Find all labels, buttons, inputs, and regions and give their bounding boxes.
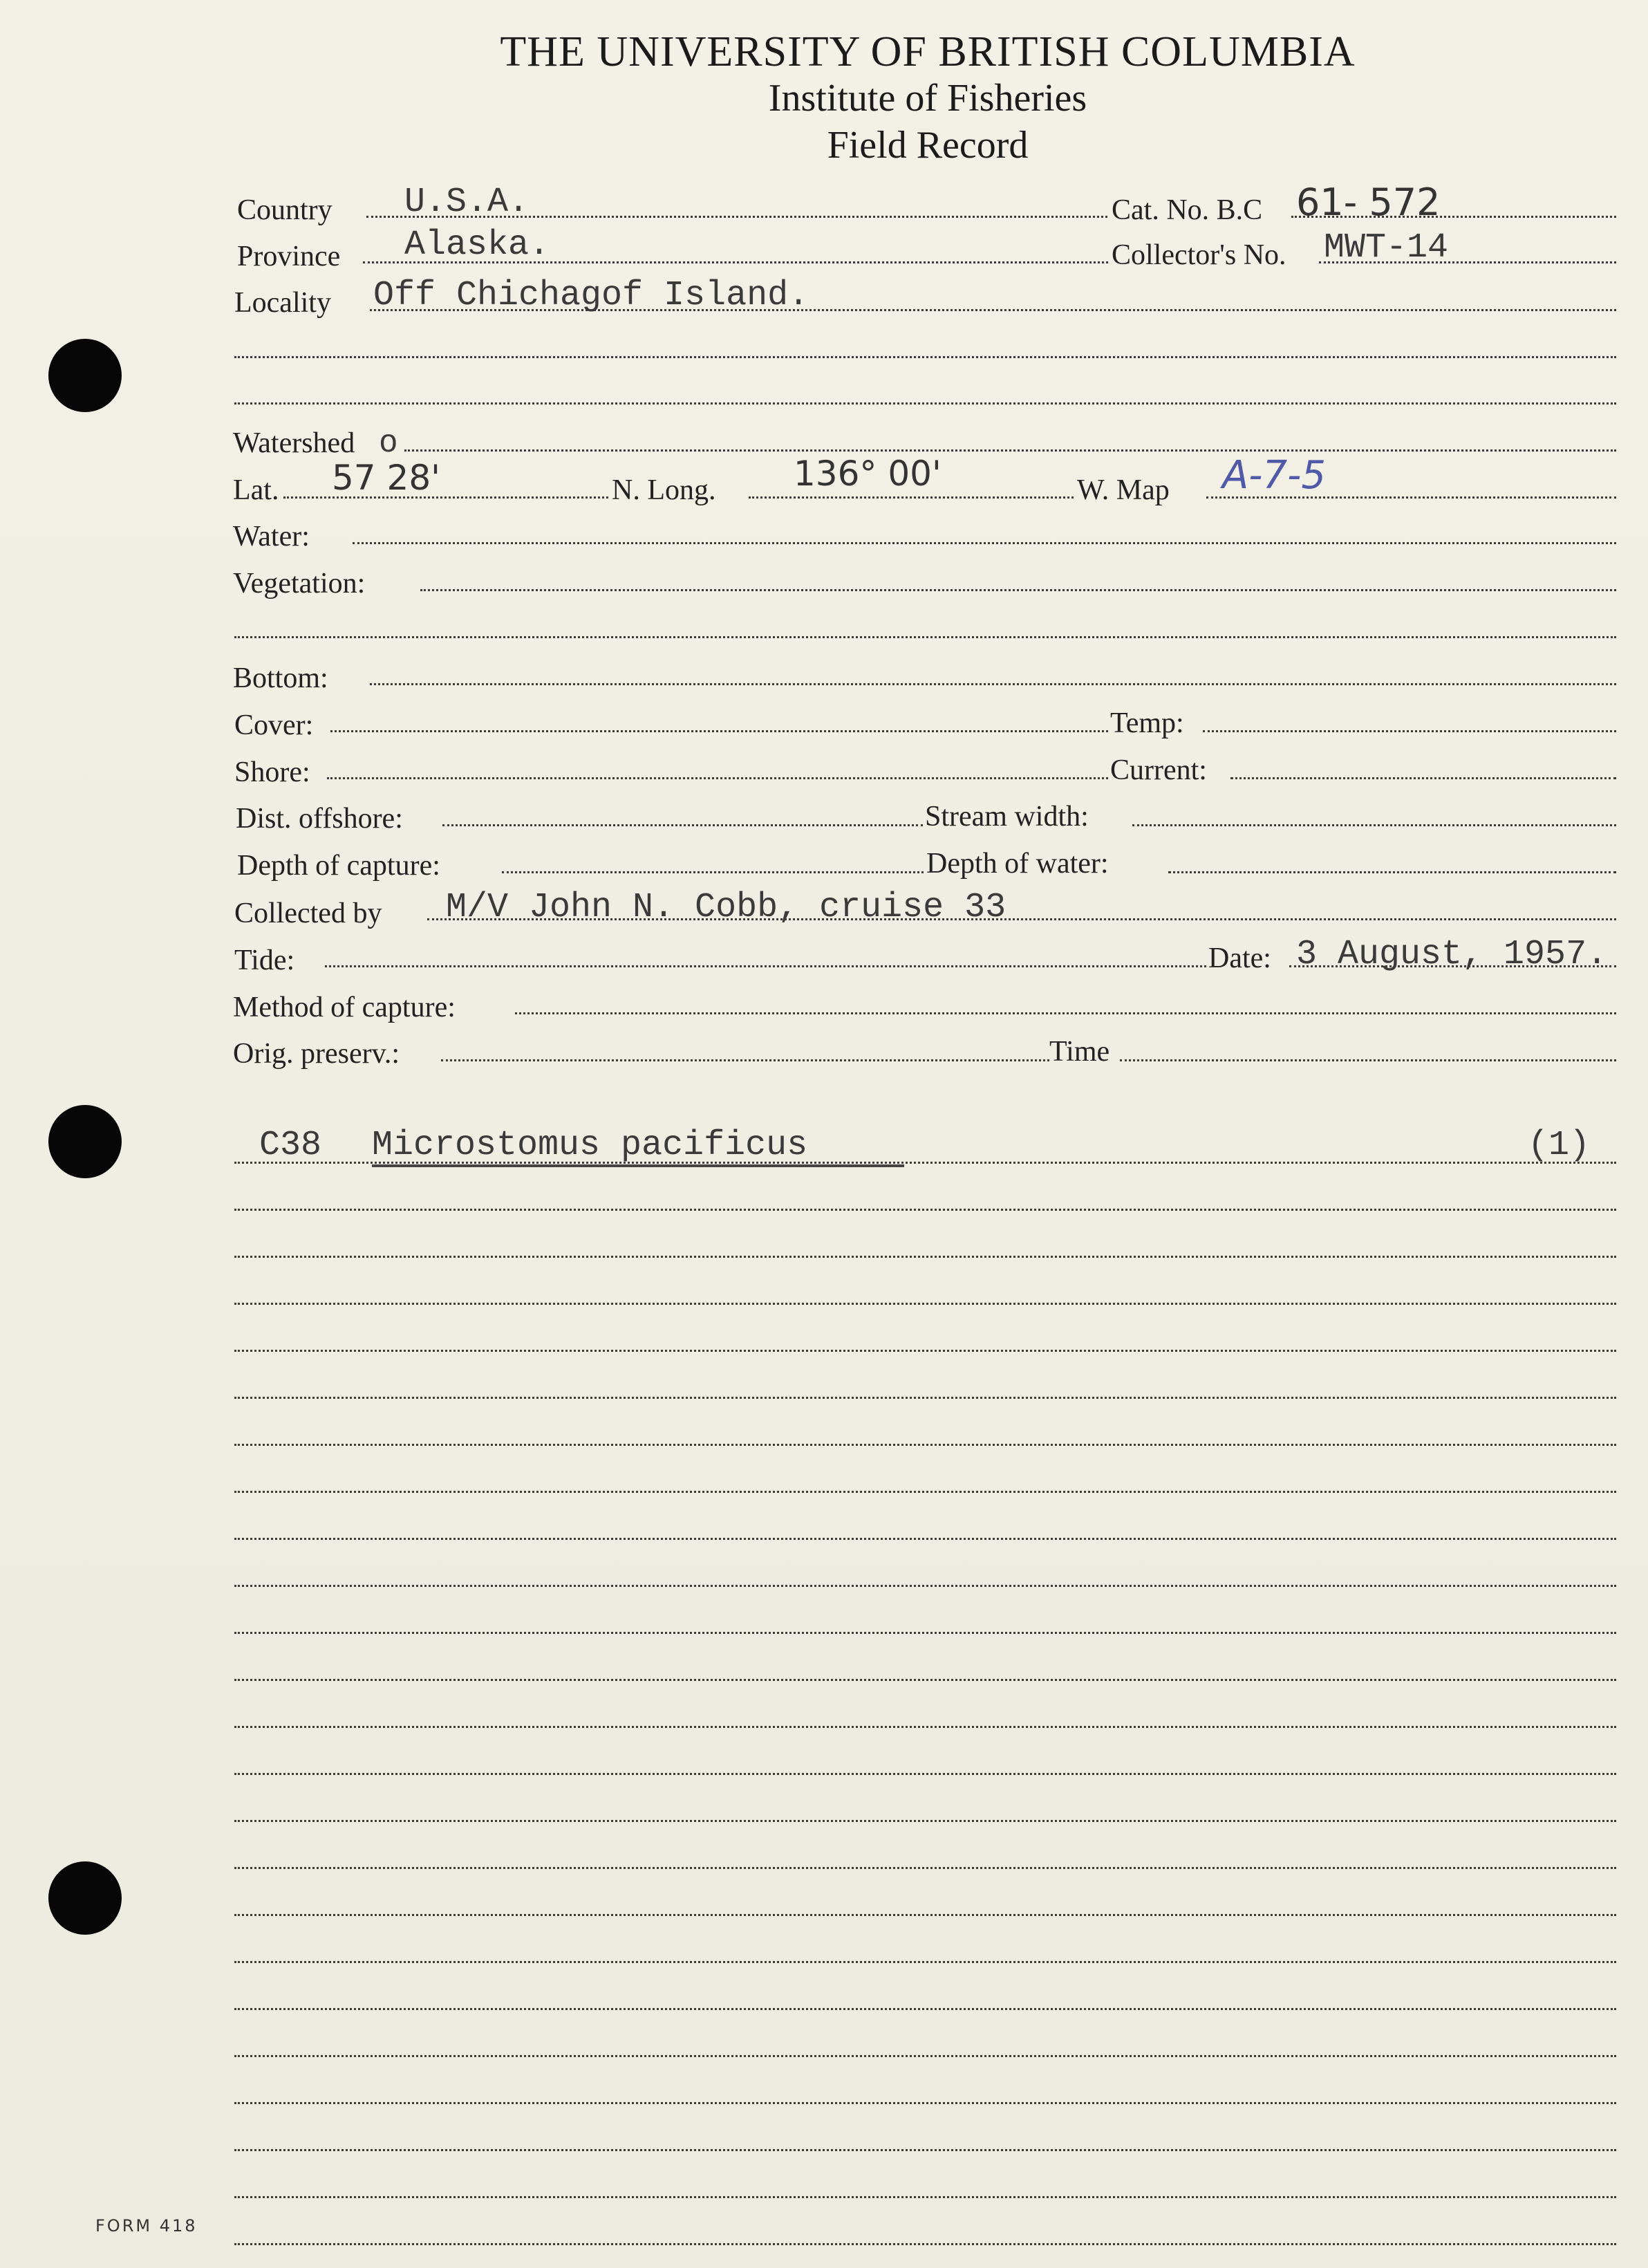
ruled-line [234,1303,1616,1305]
form-number: FORM 418 [95,2216,198,2236]
ruled-line [234,1632,1616,1634]
collected-by-label: Collected by [234,898,382,929]
ruled-line [234,1773,1616,1775]
cover-label: Cover: [234,709,314,741]
ruled-line [234,2243,1616,2245]
shore-label: Shore: [234,756,310,788]
ruled-line [234,1444,1616,1446]
punch-hole [48,1105,122,1178]
vegetation-label: Vegetation: [233,568,366,599]
ruled-line [234,1209,1616,1211]
cat-no-label: Cat. No. B.C [1112,194,1263,226]
vegetation-line [420,589,1616,591]
depth-water-line [1168,871,1616,873]
stream-width-line [1132,824,1616,826]
watershed-line [404,449,1616,452]
shore-line [327,777,1108,779]
ruled-line [234,1820,1616,1822]
ruled-line [234,1538,1616,1540]
water-label: Water: [233,521,310,552]
specimen-name: Microstomus pacificus [372,1128,904,1167]
watershed-value: o [379,425,398,461]
collected-by-value: M/V John N. Cobb, cruise 33 [446,888,1006,927]
tide-line [325,965,1206,967]
lat-label: Lat. [233,474,279,506]
bottom-label: Bottom: [233,662,328,694]
bottom-line [370,683,1616,685]
map-label: W. Map [1077,474,1170,506]
ruled-line [234,1679,1616,1681]
record-title: Field Record [827,124,1029,167]
temp-label: Temp: [1110,707,1184,739]
specimen-count: (1) [1528,1126,1591,1165]
collectors-no-label: Collector's No. [1112,239,1286,271]
depth-capture-line [502,871,924,873]
ruled-line [234,2149,1616,2151]
institute-title: Institute of Fisheries [768,77,1087,120]
temp-line [1203,730,1616,732]
ruled-line [234,1867,1616,1869]
current-line [1230,777,1616,779]
vegetation-line-2 [234,636,1616,638]
ruled-line [234,2008,1616,2010]
time-label: Time [1049,1036,1110,1068]
long-label: N. Long. [612,474,716,506]
orig-preserv-label: Orig. preserv.: [233,1038,400,1070]
cover-line [330,730,1108,732]
date-value: 3 August, 1957. [1296,935,1608,974]
water-line [353,542,1616,544]
specimen-code: C38 [259,1126,322,1165]
date-label: Date: [1208,942,1271,974]
province-label: Province [237,241,341,272]
depth-water-label: Depth of water: [926,848,1109,880]
country-label: Country [237,194,333,226]
locality-label: Locality [234,287,331,319]
locality-value: Off Chichagof Island. [373,276,809,315]
locality-line-2 [234,356,1616,358]
university-title: THE UNIVERSITY OF BRITISH COLUMBIA [500,28,1356,75]
ruled-line [234,2055,1616,2057]
dist-offshore-label: Dist. offshore: [236,803,403,835]
time-line [1120,1059,1616,1061]
country-value: U.S.A. [404,183,530,222]
watershed-label: Watershed [233,427,355,459]
method-label: Method of capture: [233,992,456,1023]
method-line [515,1012,1616,1014]
lat-value: 57 28' [332,458,440,498]
ruled-line [234,2102,1616,2104]
tide-label: Tide: [234,945,295,976]
ruled-line [234,1397,1616,1399]
punch-hole [48,1861,122,1935]
punch-hole [48,339,122,412]
current-label: Current: [1110,754,1207,786]
orig-preserv-line [441,1059,1049,1061]
ruled-line [234,1256,1616,1258]
depth-capture-label: Depth of capture: [237,850,440,882]
long-line [749,496,1074,499]
locality-line-3 [234,402,1616,405]
stream-width-label: Stream width: [925,801,1089,833]
collectors-no-value: MWT-14 [1324,228,1449,268]
ruled-line [234,2196,1616,2198]
ruled-line [234,1726,1616,1728]
ruled-line [234,1350,1616,1352]
ruled-line [234,1491,1616,1493]
ruled-line [234,1961,1616,1963]
map-value: A-7-5 [1222,453,1326,498]
ruled-line [234,1914,1616,1916]
cat-no-value: 61- 572 [1296,180,1441,224]
dist-offshore-line [442,824,923,826]
province-value: Alaska. [404,225,550,265]
ruled-line [234,1585,1616,1587]
long-value: 136° 00' [794,454,942,494]
